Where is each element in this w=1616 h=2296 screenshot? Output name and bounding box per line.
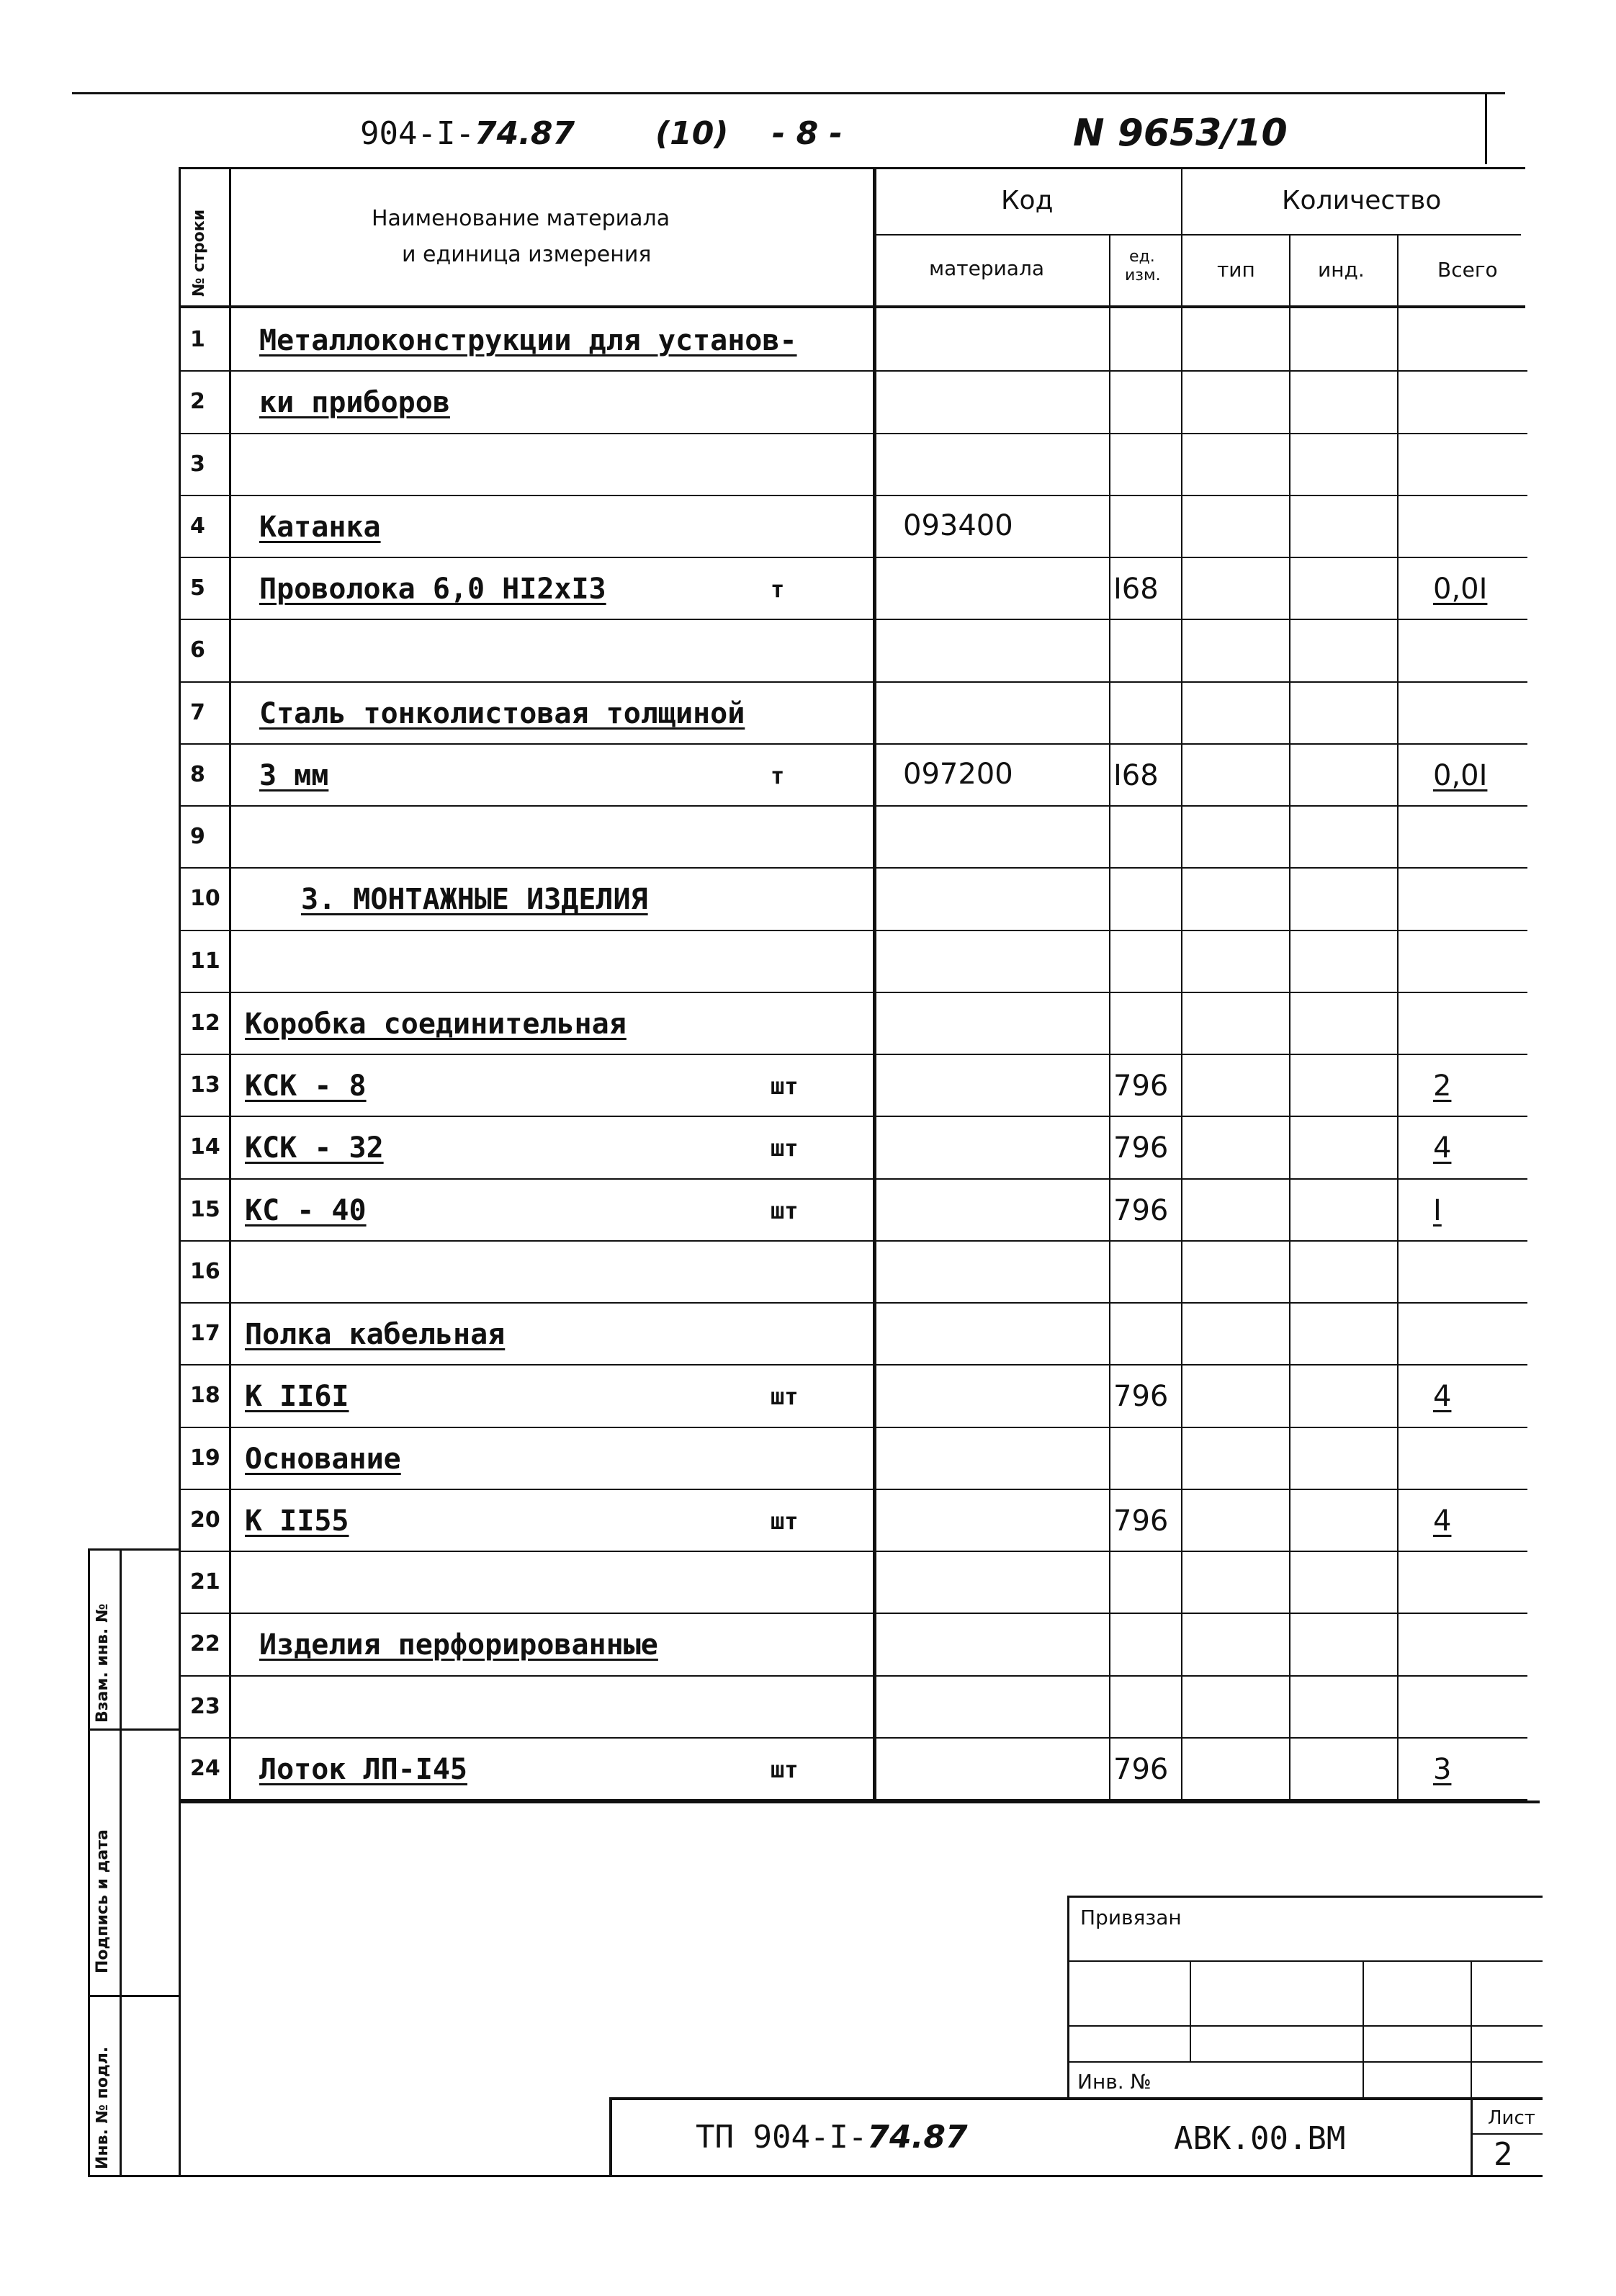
row-number: 5: [190, 575, 205, 601]
material-name: КСК - 8: [245, 1069, 367, 1103]
row-number: 3: [190, 452, 205, 477]
inv-no-label: Инв. №: [1077, 2070, 1152, 2094]
material-name: Полка кабельная: [245, 1318, 506, 1351]
privyazan-col-2: [1363, 1960, 1364, 2097]
material-name: ки приборов: [259, 386, 450, 419]
row-rule: [181, 1054, 1527, 1055]
code-col-line: [1181, 167, 1182, 1802]
unit-code: 796: [1113, 1380, 1169, 1413]
title-block-top: [609, 2097, 1543, 2100]
code-material-header: материала: [929, 256, 1045, 280]
tp-number-handwritten: 74.87: [867, 2119, 968, 2156]
material-name: Лоток ЛП-I45: [259, 1753, 467, 1786]
row-rule: [181, 1178, 1527, 1180]
material-name: Сталь тонколистовая толщиной: [259, 697, 745, 730]
document-code: АВК.00.ВМ: [1174, 2120, 1346, 2157]
row-number: 19: [190, 1445, 220, 1471]
row-rule: [181, 805, 1527, 807]
row-rule: [181, 681, 1527, 683]
row-number: 10: [190, 886, 220, 911]
unit-of-measure: шт: [771, 1072, 799, 1100]
ed-col-line: [1109, 234, 1110, 1802]
privyazan-col-1: [1190, 1960, 1191, 2061]
row-number-header: № строки: [190, 209, 208, 297]
unit-code: 796: [1113, 1069, 1169, 1103]
row-rule: [181, 557, 1527, 558]
row-rule: [181, 619, 1527, 620]
doc-number-handwritten: 74.87: [474, 115, 575, 152]
row-rule: [181, 1551, 1527, 1552]
material-code: 093400: [903, 509, 1013, 542]
unit-code: 796: [1113, 1753, 1169, 1786]
row-number: 1: [190, 327, 205, 352]
name-header-line1: Наименование материала: [372, 206, 670, 231]
material-name: Коробка соединительная: [245, 1008, 627, 1041]
vzam-inv-label: Взам. инв. №: [94, 1603, 112, 1723]
privyazan-box-top: [1067, 1896, 1543, 1898]
material-name: 3 мм: [259, 759, 329, 792]
stamp-bottom: [88, 2175, 1543, 2177]
stamp-sep-1: [88, 1728, 179, 1731]
row-rule: [181, 370, 1527, 372]
stamp-top: [88, 1548, 179, 1551]
unit-of-measure: т: [771, 575, 785, 603]
row-rule: [181, 1799, 1527, 1801]
tp-number-printed: ТП 904-I-: [696, 2119, 868, 2156]
material-name: 3. МОНТАЖНЫЕ ИЗДЕЛИЯ: [301, 883, 648, 916]
stamp-inner-left: [120, 1548, 122, 2175]
row-rule: [181, 495, 1527, 496]
quantity-total: 0,0I: [1433, 759, 1488, 792]
doc-number-printed: 904-I-: [360, 115, 475, 152]
code-unit-header-1: ед.: [1129, 248, 1155, 266]
row-number: 21: [190, 1569, 220, 1595]
code-subheader-rule: [873, 234, 1521, 236]
row-number: 12: [190, 1010, 220, 1036]
unit-of-measure: шт: [771, 1756, 799, 1783]
unit-code: I68: [1113, 573, 1159, 606]
row-number: 6: [190, 637, 205, 663]
unit-code: 796: [1113, 1131, 1169, 1165]
unit-code: 796: [1113, 1194, 1169, 1227]
sheet-cell-divider: [1471, 2133, 1543, 2135]
privyazan-col-3: [1471, 1960, 1472, 2097]
row-number: 17: [190, 1321, 220, 1346]
quantity-total: 3: [1433, 1753, 1452, 1786]
material-name: Металлоконструкции для установ-: [259, 324, 797, 357]
name-header-line2: и единица измерения: [402, 242, 652, 267]
qty-total-header: Всего: [1437, 258, 1498, 282]
row-number: 22: [190, 1631, 220, 1656]
unit-of-measure: шт: [771, 1507, 799, 1535]
quantity-total: 2: [1433, 1069, 1452, 1103]
name-col-line: [873, 167, 876, 1802]
row-number: 4: [190, 514, 205, 539]
row-number: 9: [190, 824, 205, 849]
quantity-total: 4: [1433, 1131, 1452, 1165]
page-number: - 8 -: [772, 115, 843, 152]
row-rule: [181, 930, 1527, 931]
left-border: [179, 167, 181, 2176]
quantity-total: 0,0I: [1433, 573, 1488, 606]
row-rule: [181, 1240, 1527, 1242]
quantity-header: Количество: [1282, 186, 1442, 215]
unit-of-measure: шт: [771, 1134, 799, 1162]
ind-col-line: [1397, 234, 1399, 1802]
top-right-tick: [1485, 92, 1487, 164]
material-name: КС - 40: [245, 1194, 367, 1227]
top-rule: [72, 92, 1505, 94]
row-rule: [181, 1489, 1527, 1490]
row-rule: [181, 1675, 1527, 1677]
row-number: 7: [190, 700, 205, 725]
unit-code: 796: [1113, 1504, 1169, 1538]
table-bottom-rule: [179, 1801, 1540, 1803]
quantity-total: 4: [1433, 1380, 1452, 1413]
row-rule: [181, 1613, 1527, 1614]
row-number: 8: [190, 762, 205, 787]
unit-code: I68: [1113, 759, 1159, 792]
code-header: Код: [1001, 186, 1054, 215]
material-code: 097200: [903, 758, 1013, 791]
row-number: 18: [190, 1383, 220, 1408]
registration-number: N 9653/10: [1073, 112, 1288, 155]
row-number: 23: [190, 1694, 220, 1719]
privyazan-box-left: [1067, 1896, 1069, 2097]
quantity-total: I: [1433, 1194, 1442, 1227]
unit-of-measure: шт: [771, 1197, 799, 1224]
title-block-left: [609, 2097, 612, 2176]
row-rule: [181, 1427, 1527, 1428]
tip-col-line: [1289, 234, 1290, 1802]
material-name: Катанка: [259, 511, 381, 544]
material-name: Основание: [245, 1443, 401, 1476]
issue-number: (10): [655, 115, 729, 152]
header-bottom-rule: [179, 305, 1525, 308]
row-number: 13: [190, 1072, 220, 1098]
doc-number: [360, 115, 575, 152]
material-name: К II6I: [245, 1380, 349, 1413]
material-name: Изделия перфорированные: [259, 1628, 658, 1662]
row-number: 14: [190, 1134, 220, 1160]
code-unit-header-2: изм.: [1125, 266, 1161, 284]
row-rule: [181, 433, 1527, 434]
unit-of-measure: т: [771, 762, 785, 789]
row-number: 15: [190, 1197, 220, 1222]
row-rule: [181, 743, 1527, 745]
qty-ind-header: инд.: [1318, 258, 1365, 282]
tp-number: [696, 2119, 968, 2156]
stamp-outer-left: [88, 1548, 90, 2175]
row-number: 16: [190, 1259, 220, 1284]
row-number: 11: [190, 949, 220, 974]
sheet-label: Лист: [1488, 2107, 1535, 2129]
inv-podl-label: Инв. № подл.: [94, 2046, 112, 2169]
row-number: 24: [190, 1756, 220, 1781]
row-number: 2: [190, 389, 205, 414]
quantity-total: 4: [1433, 1504, 1452, 1538]
row-rule: [181, 867, 1527, 869]
row-rule: [181, 992, 1527, 993]
privyazan-label: Привязан: [1080, 1906, 1182, 1929]
row-number: 20: [190, 1507, 220, 1533]
row-rule: [181, 1302, 1527, 1304]
signature-date-label: Подпись и дата: [94, 1829, 112, 1973]
row-rule: [181, 1364, 1527, 1366]
material-name: К II55: [245, 1504, 349, 1538]
material-name: КСК - 32: [245, 1131, 384, 1165]
material-name: Проволока 6,0 HI2xI3: [259, 573, 606, 606]
sheet-cell-left: [1471, 2097, 1473, 2176]
row-rule: [181, 1737, 1527, 1739]
sheet-number: 2: [1494, 2136, 1513, 2173]
unit-of-measure: шт: [771, 1383, 799, 1410]
stamp-sep-2: [88, 1995, 179, 1997]
qty-type-header: тип: [1217, 258, 1255, 282]
row-rule: [181, 1116, 1527, 1117]
table-top-rule: [179, 167, 1525, 169]
rownum-col-line: [229, 167, 231, 1802]
